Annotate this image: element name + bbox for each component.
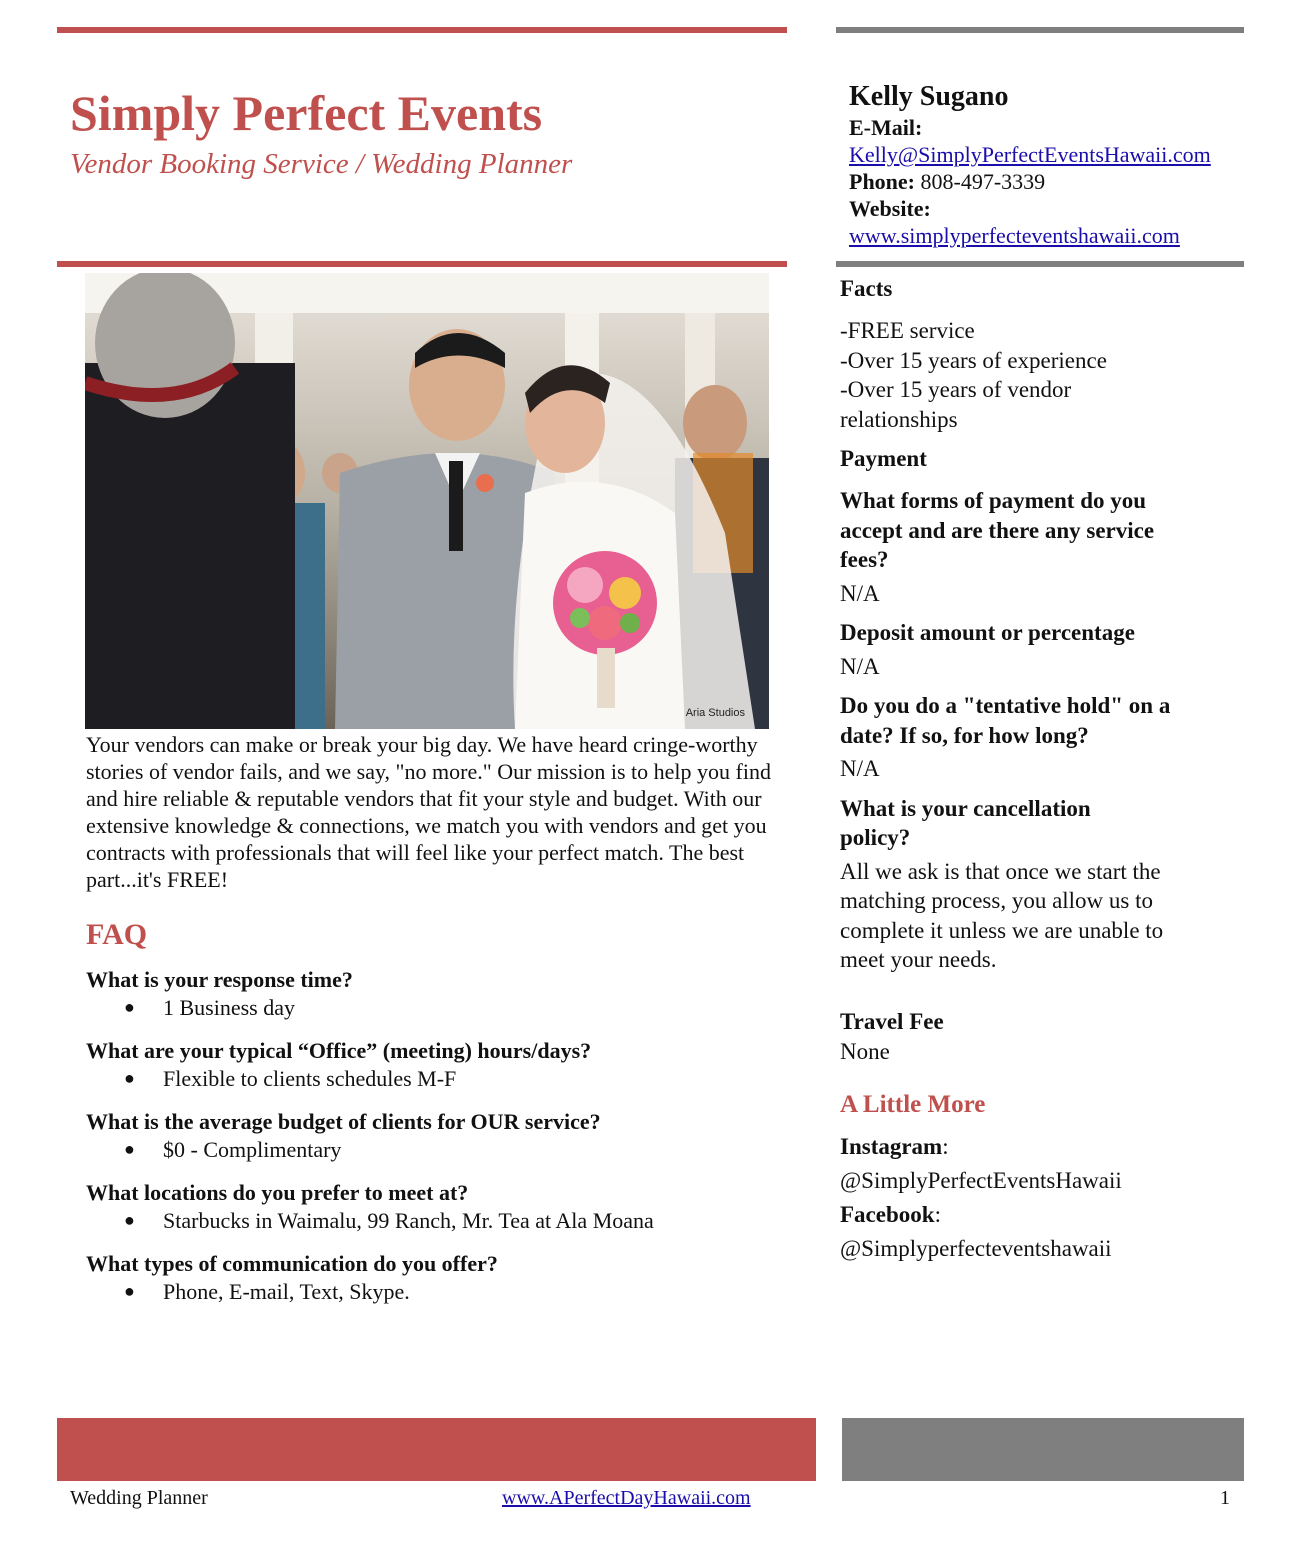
more-heading: A Little More (840, 1091, 986, 1118)
faq-answer (86, 1065, 786, 1092)
faq-answer (86, 994, 786, 1021)
facts-line: -Over 15 years of experience (840, 347, 1107, 373)
faq-heading: FAQ (86, 918, 148, 951)
bullet-icon: ● (124, 1281, 135, 1301)
phone-value: 808-497-3339 (920, 169, 1046, 194)
faq-answer-text: $0 - Complimentary (163, 1137, 342, 1162)
deposit-answer: N/A (840, 653, 880, 679)
footer-link[interactable]: www.APerfectDayHawaii.com (502, 1487, 751, 1509)
bullet-icon: ● (124, 1139, 135, 1159)
header-bottom-rule (57, 261, 787, 267)
contact-name: Kelly Sugano (849, 81, 1009, 112)
intro-paragraph: Your vendors can make or break your big day. We have heard cringe-worthy stories of vendor fails, and we say, "no more." Our mission is to help you find and hire reliable & reputable vendors that fit your style and budget. With our extensive knowledge & connections, we match you with vendors and get you contracts with professionals that will feel like your perfect match. The best part...it's FREE! (86, 732, 771, 892)
faq-answer-text: Phone, E-mail, Text, Skype. (163, 1279, 410, 1304)
page-number: 1 (1220, 1487, 1230, 1509)
instagram-colon: : (942, 1134, 949, 1159)
faq-answer-text: 1 Business day (163, 995, 295, 1020)
footer-bar-right (842, 1418, 1244, 1481)
faq-list (86, 966, 786, 1321)
photo-credit: Aria Studios (685, 707, 745, 719)
payment-answer: N/A (840, 580, 880, 606)
faq-item (86, 1108, 786, 1163)
facts-line: -Over 15 years of vendor relationships (840, 377, 1072, 432)
faq-item (86, 1179, 786, 1234)
instagram-handle: @SimplyPerfectEventsHawaii (840, 1168, 1122, 1193)
footer-label: Wedding Planner (70, 1487, 208, 1509)
faq-answer-text: Flexible to clients schedules M-F (163, 1066, 457, 1091)
cancellation-question: What is your cancellation policy? (840, 795, 1091, 850)
email-link[interactable]: Kelly@SimplyPerfectEventsHawaii.com (849, 142, 1211, 167)
payment-question: What forms of payment do you accept and are there any service fees? (840, 488, 1155, 572)
faq-question: What is your response time? (86, 967, 353, 992)
faq-item (86, 966, 786, 1021)
deposit-question: Deposit amount or percentage (840, 620, 1135, 645)
website-link[interactable]: www.simplyperfecteventshawaii.com (849, 223, 1180, 248)
faq-question: What types of communication do you offer? (86, 1251, 498, 1276)
travel-value: None (840, 1038, 890, 1064)
cancellation-answer: All we ask is that once we start the matching process, you allow us to complete it unless we are unable to meet your needs. (840, 858, 1164, 972)
faq-item (86, 1250, 786, 1305)
facts-heading: Facts (840, 276, 893, 301)
faq-question: What are your typical “Office” (meeting) hours/days? (86, 1038, 592, 1063)
travel-heading: Travel Fee (840, 1008, 944, 1034)
sidebar (840, 274, 1210, 1266)
wedding-photo-illustration (85, 273, 769, 729)
email-label: E-Mail: (849, 115, 923, 140)
facebook-handle: @Simplyperfecteventshawaii (840, 1236, 1112, 1261)
contact-top-rule (836, 27, 1244, 33)
facts-line: -FREE service (840, 318, 975, 343)
faq-answer-text: Starbucks in Waimalu, 99 Ranch, Mr. Tea at Ala Moana (163, 1208, 654, 1233)
wedding-photo (85, 273, 769, 729)
facebook-label: Facebook (840, 1202, 935, 1227)
instagram-label: Instagram (840, 1134, 943, 1159)
bullet-icon: ● (124, 1210, 135, 1230)
faq-item (86, 1037, 786, 1092)
contact-bottom-rule (836, 261, 1244, 267)
phone-label: Phone: (849, 169, 915, 194)
faq-question: What is the average budget of clients for OUR service? (86, 1109, 601, 1134)
facebook-colon: : (934, 1202, 941, 1227)
payment-heading: Payment (840, 446, 927, 471)
faq-question: What locations do you prefer to meet at? (86, 1180, 469, 1205)
footer-bar-left (57, 1418, 816, 1481)
faq-answer (86, 1136, 786, 1163)
facebook-row (840, 1198, 1210, 1232)
company-name: Simply Perfect Events (70, 85, 543, 141)
website-label: Website: (849, 196, 931, 221)
header-top-rule (57, 27, 787, 33)
contact-block (849, 80, 1249, 249)
faq-answer (86, 1278, 786, 1305)
bullet-icon: ● (124, 1068, 135, 1088)
hold-question: Do you do a "tentative hold" on a date? If so, for how long? (840, 693, 1171, 748)
bullet-icon: ● (124, 997, 135, 1017)
hold-answer: N/A (840, 756, 880, 781)
footer-link-wrap (502, 1487, 751, 1510)
instagram-row (840, 1130, 1210, 1164)
faq-answer (86, 1207, 786, 1234)
company-tagline: Vendor Booking Service / Wedding Planner (70, 148, 573, 180)
